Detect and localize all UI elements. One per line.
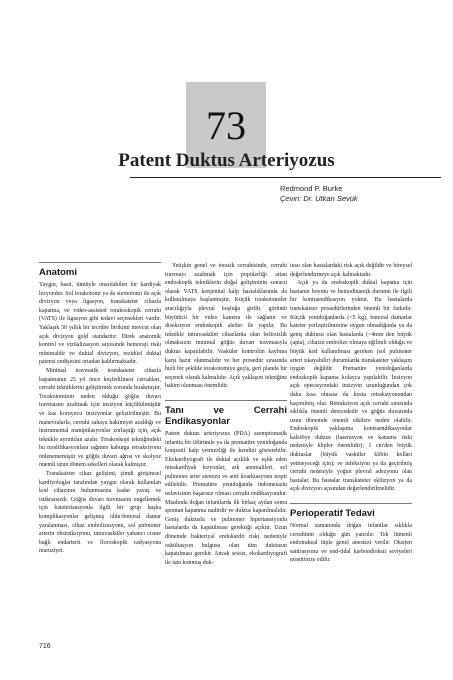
- translator-name: Çeviri: Dr. Utkan Sevük: [280, 194, 358, 203]
- paragraph: Normal zamanında doğan infantlar sıklıkla cerrahinin olduğu gün yatırılır. Tek lümenli endotrakeal tüple genel anestezi verilir. Oksijen satürasyonu ve end-tidal karbondioksit seviyeleri monitörize edilir.: [290, 523, 412, 564]
- paragraph: Açık ya da endoskopik duktal kapama için hastanın boyutu ve hemodinamik durumu ile ilgili bir kontraendikasyon yoktur. Bu hastalarda transkateter prosedürlerinden önemli bir farkıdır. Küçük yenidoğanlarda (<5 kg), femoral damarlar kateter yerleştirilmesine uygun olmadığında ya da geniş duktusu olan hastalarda (>4mm den büyük çapta), cihazın embolize olmaya eğilimli olduğu ve büyük kod kullanılması gereken (sol pulmoner arteri tıkayabilir) durumlarda transkateter yaklaşım uygun değildir. Prematüre yenidoğanlarda endoskopik kapama kolayca yapılabilir. İnsizyon açık operasyondaki insizyon uzunluğundan çok daha kısa olmasa da kosta retraksiyonundan kaçınılmış olur. Retraksiyon açık cerrahi sırasında sıklıkla önemli derecededir ve göğüs duvarında uzun dönemde önemli etkilere neden olabilir. Endoskopik yaklaşıma kontraendikasyonlar kalsifiye duktus (laserasyon ve kanama riski nedeniyle klipler önemlidir); 1 cm'den büyük duktuslar (büyük vasküler klibin kolları yetmeyeceği için); ve infeksiyon ya da geçirilmiş cerrahi nedeniyle yoğun plevral adezyonu olan hastalar. Bu hastalar transkateter oklüzyon ya da açık divizyon açısından değerlendirilmelidir.: [290, 280, 412, 493]
- column-3: [290, 262, 412, 565]
- paragraph: Yaygın, basit, tümüyle onarılabilen bir kardiyak lezyondur. Sol torakotomi ya da sternotomi ile açık divizyon veya ligasyon, transkateter cihazla kapatma, ve video-assisted torakoskopik cerrahi (VATS) ile ligasyon gibt tedavi seçenekleri vardır. Yaklaşık 50 yıllık bir tecrübe birikimi mevcut olan açık divizyon gold standarttır. Direk anatomik kontrol ve vizüalizasyon sayesinde hemoraji riski minimaldir ve duktal divizyon, rezidüel duktal patensi endişesini ortadan kaldırmaktadır.: [39, 282, 161, 366]
- section-heading-anatomi: Anatomi: [39, 262, 161, 278]
- paragraph: tusu olan hastalardaki risk açık değildir ve bireysel değerlendirmeye açık kalmaktadır.: [290, 263, 412, 278]
- chapter-title: Patent Duktus Arteriyozus: [118, 150, 335, 171]
- section-heading-perioperatif: Perioperatif Tedavi: [290, 503, 412, 519]
- author-block: [280, 184, 358, 204]
- paragraph: Minimal travmatik transkateter cihazla kapatmanın 25 yıl önce keşfedilmesi cerrahları, cerrahi tekniklerini geliştirmek zorunda bırakmıştır. Torakotominin neden olduğu göğüs duvarı travmasını azaltmak için insizyon küçültülmüştür ve kas koruyucu insizyonlar geliştirilmiştir. Bu manevralarla, cerrahi sahaya hakimiyet azaldığı ve instrumental manipülasyonlar zorlaştığı için, açık teknikle ayrıntılan azalır. Torakoskopi tekniğindeki bu modifikasyonlara rağmen kaburga retraksiyonu önlenememiştir ve göğüs duvarı ağrısı ve skolyoz önemli uzun dönem sekelleri olarak kalmıştır.: [39, 367, 161, 469]
- paragraph: Patent duktus arteriyozus (PDA) asemptomatik infantta bir üfürümle ya da prematüre yenidoğanda konjestif kalp yetmezliği ile kendini gösterebilir. Ekokardiyografi ile duktal açıklık ve eşlik eden intrakardiyak lezyonlar, ark anomalileri, sol pulmoner arter stenozu ve aort koarktasyonu tespit edilebilir. Prematüre yenidoğanda indometazin tedavisinin başarısız olması cerrahi endikasyondur. Miadında doğan infantlarda ilk birkaç aydan sonra spontan kapanma nadirdir ve duktus kapatılmalıdır. Geniş duktuslu ve pulmoner hipertansiyonlu hastalarda da kapatılması gerektiği açıktır. Uzun dönemde bakteriyal endokardit riski nedeniyle oskültasyon bulgusu olan tüm duktusun kapatılması gerekir. Ancak sessiz, ekokardiyografi ile tanı konmuş duk-: [165, 430, 287, 566]
- title-rule: [130, 177, 441, 178]
- paragraph: Yetişkin genel ve torasik cerrahisinde, cerrahi travmayı azaltmak için popülerliği artan endoskopik tekniklerin doğal gelişiminin sonucu olarak VATS konjenital kalp hastalıklarında da kullanılmaya başlanmıştır. Küçük torakotomiler aracılığıyla plevral boşluğa girilir, görüntü büyütücü bir video kamera ile sağlanır ve diseksiyon endoskopik aletler ile yapılır. Bu teknikle intravasküler cihazlarda olan belirsizlik olmaksızın minimal göğüs duvarı travmasıyla duktus kapatılabilir. Vasküler kontrolün kaybına karşı hazır olunmalıdır ve her prosedür sırasında hızlı bir şekilde torakotomiye geçiş, geri planda bir seçenek olarak kalmalıdır. Açık yaklaşım tekniğine hakim olunması önemlidir.: [165, 263, 287, 390]
- section-heading-tani: Tanı ve Cerrahi Endikasyonlar: [165, 400, 287, 427]
- paragraph: Transkateter cihaz gelişimi, şimdi girişimsel kardiyologlar tarafından yaygın olarak kullanılan kod cihazının bulunmasına kadar yavaş ve istikrarsızdı. Göğüs duvarı travmasını engellemek için kateterizasyonla ilgili bir grup başka komplikasyonlar gelişmiş oldu:femoral damar yaralanması, cihaz embolizasyonu, sol pulmoner arterin obstrüksiyonu, intravasküler yabancı cisme bağlı endarterit ve floroskopik radyasyona maruziyet.: [39, 471, 161, 555]
- author-name: Redmond P. Burke: [280, 184, 343, 193]
- page-number: 716: [39, 643, 51, 650]
- column-1: [39, 262, 161, 556]
- column-2: [165, 262, 287, 567]
- chapter-number: 73: [186, 82, 266, 168]
